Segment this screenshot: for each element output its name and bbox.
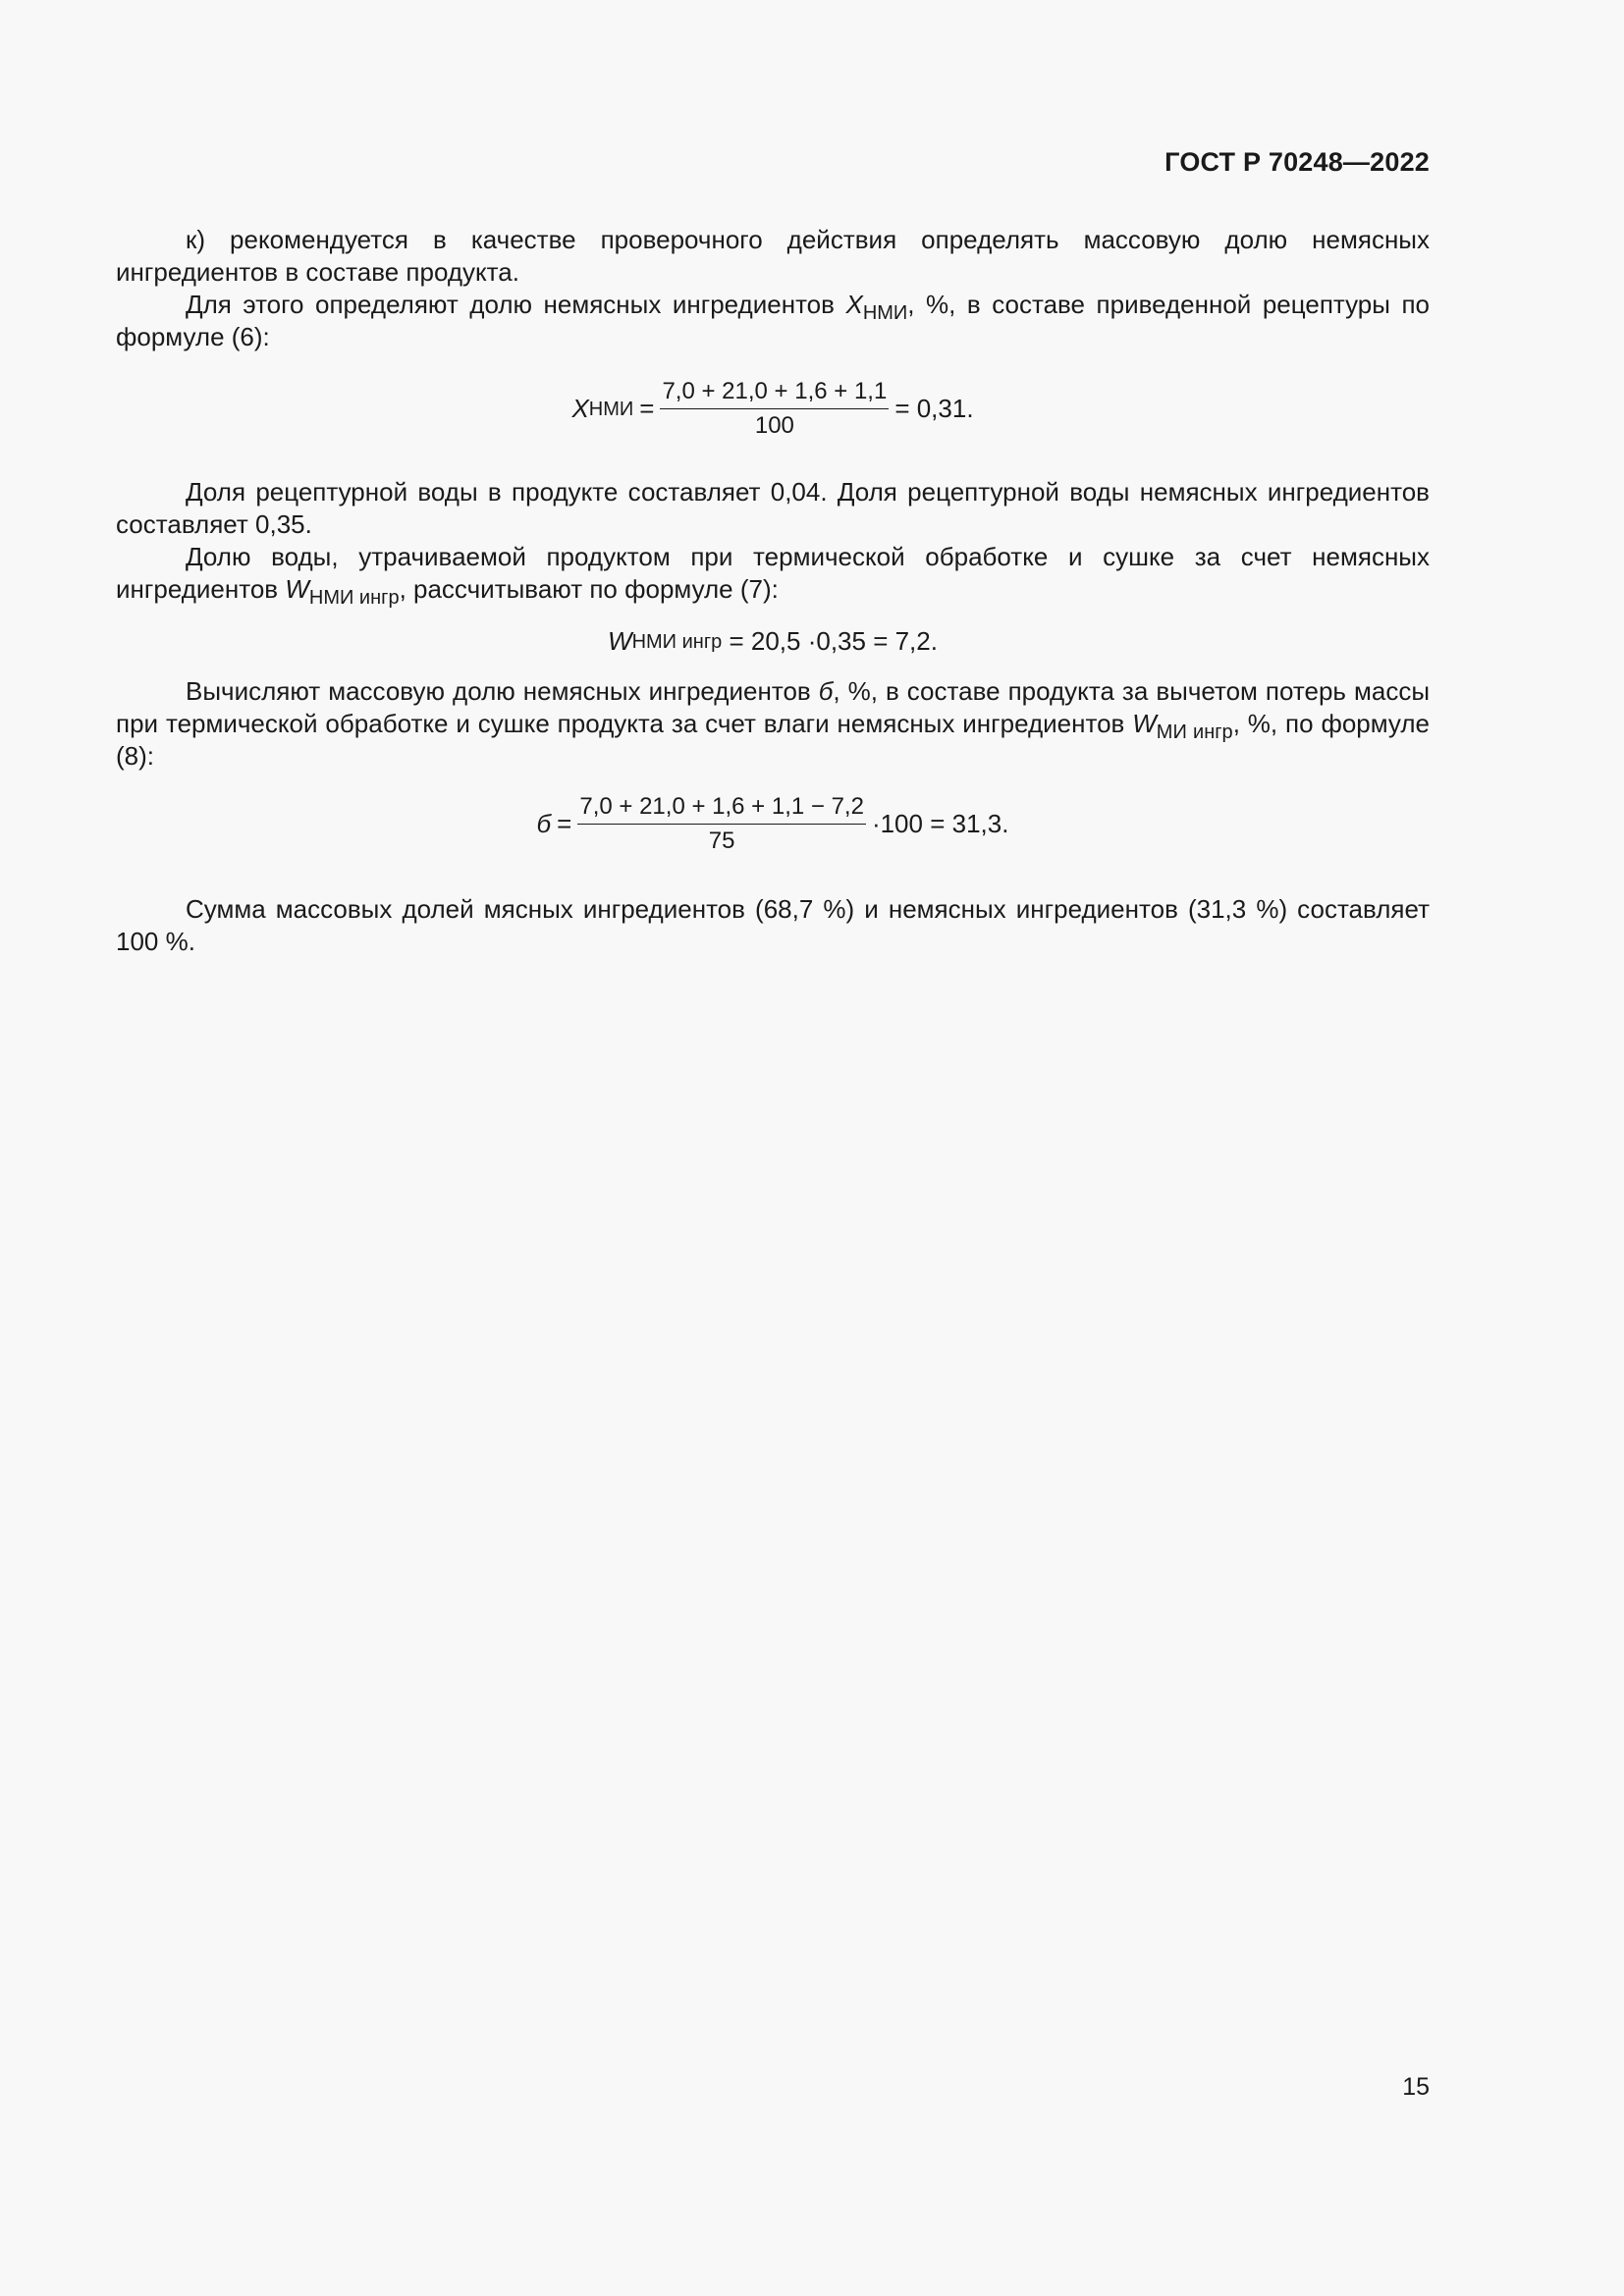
- paragraph-water-share: Доля рецептурной воды в продукте составляет 0,04. Доля рецептурной воды немясных ингредиентов составляет 0,35.: [116, 477, 1430, 539]
- formula-8: б = $\frac{7,0 + 21,0 + 1,6 + 1,1 - 7,2}{75}$ ·100 = 31,3.: [536, 793, 1009, 854]
- denominator-6: 100: [754, 412, 794, 439]
- document-header: ГОСТ Р 70248—2022: [1164, 147, 1430, 177]
- formula-6: X НМИ = $\frac{7,0 + 21,0 + 1,6 + 1,1}{100}$ = 0,31.: [571, 378, 974, 439]
- numerator-6: 7,0 + 21,0 + 1,6 + 1,1: [660, 379, 889, 409]
- paragraph-formula-6-intro: Для этого определяют долю немясных ингредиентов $X_{НМИ}$, %, в составе приведенной рецептуры по формуле (6):: [116, 290, 1430, 351]
- var-x: X: [845, 290, 863, 319]
- page-number: 15: [1402, 2073, 1430, 2101]
- fraction-8: [577, 794, 866, 854]
- page-content: [116, 224, 1430, 958]
- paragraph-recommendation: к) рекомендуется в качестве проверочного действия определять массовую долю немясных ингредиентов в составе продукта.: [116, 225, 1430, 287]
- paragraph-formula-8-intro: Вычисляют массовую долю немясных ингредиентов б, %, в составе продукта за вычетом потерь массы при термической обработке и сушке продукта за счет влаги немясных ингредиентов $W_{МИ ингр}$, %, по формуле (8):: [116, 676, 1431, 771]
- fraction-6: [660, 379, 889, 439]
- denominator-8: 75: [708, 828, 735, 854]
- formula-7: W НМИ ингр = 20,5 ·0,35 = 7,2.: [608, 626, 938, 656]
- paragraph-sum: Сумма массовых долей мясных ингредиентов (68,7 %) и немясных ингредиентов (31,3 %) составляет 100 %.: [116, 894, 1430, 956]
- paragraph-formula-7-intro: Долю воды, утрачиваемой продуктом при термической обработке и сушке за счет немясных ингредиентов $W_{НМИ ингр}$, рассчитывают по формуле (7):: [116, 542, 1430, 609]
- numerator-8: 7,0 + 21,0 + 1,6 + 1,1 − 7,2: [577, 794, 866, 825]
